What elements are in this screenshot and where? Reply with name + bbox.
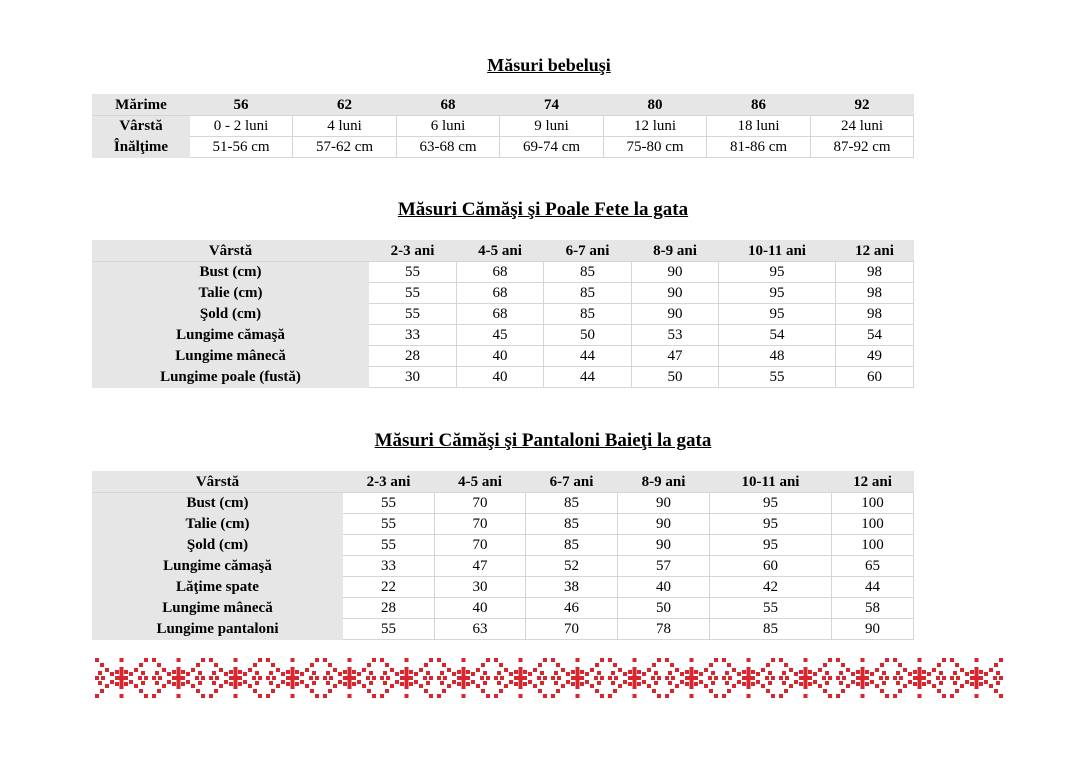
table-cell: 63	[435, 619, 526, 640]
table-cell: 90	[632, 304, 719, 325]
table-cell: 63-68 cm	[397, 137, 500, 158]
table-row	[93, 325, 914, 346]
table-cell: 22	[343, 577, 435, 598]
table-cell: 55	[369, 304, 457, 325]
embroidery-border-icon	[93, 656, 1005, 700]
row-label: Lungime cămaşă	[93, 556, 343, 577]
header-cell: 10-11 ani	[719, 241, 836, 262]
girls-sizes-title: Măsuri Cămăşi şi Poale Fete la gata	[397, 199, 689, 220]
table-cell: 54	[719, 325, 836, 346]
table-cell: 57	[618, 556, 710, 577]
table-cell: 6 luni	[397, 116, 500, 137]
table-cell: 45	[457, 325, 544, 346]
table-cell: 55	[369, 262, 457, 283]
table-cell: 81-86 cm	[707, 137, 811, 158]
table-cell: 70	[435, 535, 526, 556]
table-cell: 85	[544, 304, 632, 325]
table-cell: 85	[544, 283, 632, 304]
header-cell: 68	[397, 95, 500, 116]
table-cell: 58	[832, 598, 914, 619]
table-cell: 50	[632, 367, 719, 388]
table-cell: 53	[632, 325, 719, 346]
table-cell: 33	[343, 556, 435, 577]
table-row	[93, 346, 914, 367]
header-cell: 56	[190, 95, 293, 116]
table-row	[93, 619, 914, 640]
row-label: Vârstă	[93, 116, 190, 137]
table-cell: 78	[618, 619, 710, 640]
table-cell: 52	[526, 556, 618, 577]
table-cell: 0 - 2 luni	[190, 116, 293, 137]
table-cell: 95	[719, 283, 836, 304]
table-cell: 55	[343, 514, 435, 535]
header-cell: 2-3 ani	[369, 241, 457, 262]
table-cell: 57-62 cm	[293, 137, 397, 158]
table-cell: 55	[369, 283, 457, 304]
table-cell: 12 luni	[604, 116, 707, 137]
table-row	[93, 137, 914, 158]
table-row	[93, 493, 914, 514]
row-label: Lungime cămaşă	[93, 325, 369, 346]
table-cell: 60	[836, 367, 914, 388]
table-cell: 100	[832, 493, 914, 514]
table-cell: 85	[526, 493, 618, 514]
table-cell: 38	[526, 577, 618, 598]
table-cell: 85	[544, 262, 632, 283]
table-cell: 85	[526, 514, 618, 535]
table-cell: 100	[832, 514, 914, 535]
table-cell: 28	[369, 346, 457, 367]
table-cell: 30	[435, 577, 526, 598]
table-cell: 90	[618, 514, 710, 535]
row-label: Bust (cm)	[93, 493, 343, 514]
header-cell: 12 ani	[832, 472, 914, 493]
row-label: Şold (cm)	[93, 304, 369, 325]
girls-sizes-table	[92, 240, 914, 388]
table-cell: 48	[719, 346, 836, 367]
table-cell: 9 luni	[500, 116, 604, 137]
table-cell: 70	[526, 619, 618, 640]
table-cell: 51-56 cm	[190, 137, 293, 158]
table-cell: 44	[544, 367, 632, 388]
table-cell: 90	[618, 493, 710, 514]
baby-sizes-title: Măsuri bebeluşi	[487, 55, 611, 75]
table-cell: 95	[719, 262, 836, 283]
table-cell: 68	[457, 262, 544, 283]
table-cell: 40	[435, 598, 526, 619]
boys-sizes-table	[92, 471, 914, 640]
table-cell: 55	[343, 619, 435, 640]
row-label: Lăţime spate	[93, 577, 343, 598]
table-cell: 24 luni	[811, 116, 914, 137]
table-cell: 50	[544, 325, 632, 346]
table-cell: 47	[435, 556, 526, 577]
table-header-row	[93, 472, 914, 493]
table-cell: 85	[710, 619, 832, 640]
header-cell: 2-3 ani	[343, 472, 435, 493]
table-cell: 87-92 cm	[811, 137, 914, 158]
table-cell: 44	[832, 577, 914, 598]
table-cell: 54	[836, 325, 914, 346]
table-cell: 65	[832, 556, 914, 577]
table-row	[93, 514, 914, 535]
table-cell: 55	[343, 493, 435, 514]
table-row	[93, 556, 914, 577]
table-cell: 90	[618, 535, 710, 556]
baby-sizes-table	[92, 94, 914, 158]
header-cell: 62	[293, 95, 397, 116]
table-cell: 100	[832, 535, 914, 556]
row-label: Şold (cm)	[93, 535, 343, 556]
row-label: Lungime mânecă	[93, 346, 369, 367]
table-row	[93, 367, 914, 388]
table-cell: 33	[369, 325, 457, 346]
header-cell: 8-9 ani	[632, 241, 719, 262]
header-cell: Vârstă	[93, 472, 343, 493]
table-cell: 90	[632, 262, 719, 283]
table-cell: 44	[544, 346, 632, 367]
header-cell: 4-5 ani	[457, 241, 544, 262]
table-row	[93, 283, 914, 304]
row-label: Bust (cm)	[93, 262, 369, 283]
table-cell: 95	[719, 304, 836, 325]
table-cell: 55	[710, 598, 832, 619]
header-cell: Vârstă	[93, 241, 369, 262]
row-label: Lungime poale (fustă)	[93, 367, 369, 388]
header-cell: 4-5 ani	[435, 472, 526, 493]
row-label: Înălţime	[93, 137, 190, 158]
table-row	[93, 304, 914, 325]
table-cell: 40	[457, 346, 544, 367]
table-cell: 95	[710, 514, 832, 535]
header-cell: 92	[811, 95, 914, 116]
table-header-row	[93, 241, 914, 262]
table-cell: 98	[836, 262, 914, 283]
table-cell: 68	[457, 304, 544, 325]
header-cell: 12 ani	[836, 241, 914, 262]
header-cell: 80	[604, 95, 707, 116]
table-cell: 47	[632, 346, 719, 367]
header-cell: 8-9 ani	[618, 472, 710, 493]
table-cell: 46	[526, 598, 618, 619]
table-cell: 50	[618, 598, 710, 619]
table-cell: 68	[457, 283, 544, 304]
table-cell: 98	[836, 304, 914, 325]
header-cell: 10-11 ani	[710, 472, 832, 493]
table-row	[93, 262, 914, 283]
header-cell: 74	[500, 95, 604, 116]
table-cell: 95	[710, 493, 832, 514]
table-row	[93, 598, 914, 619]
table-cell: 95	[710, 535, 832, 556]
table-cell: 30	[369, 367, 457, 388]
table-cell: 70	[435, 493, 526, 514]
table-cell: 85	[526, 535, 618, 556]
table-row	[93, 577, 914, 598]
table-cell: 4 luni	[293, 116, 397, 137]
table-header-row	[93, 95, 914, 116]
table-cell: 70	[435, 514, 526, 535]
table-cell: 42	[710, 577, 832, 598]
row-label: Lungime mânecă	[93, 598, 343, 619]
table-cell: 90	[632, 283, 719, 304]
table-cell: 49	[836, 346, 914, 367]
table-row	[93, 535, 914, 556]
table-cell: 69-74 cm	[500, 137, 604, 158]
table-cell: 40	[457, 367, 544, 388]
header-cell: 6-7 ani	[526, 472, 618, 493]
row-label: Lungime pantaloni	[93, 619, 343, 640]
boys-sizes-title: Măsuri Cămăşi şi Pantaloni Baieţi la gata	[374, 430, 712, 451]
table-cell: 55	[343, 535, 435, 556]
table-cell: 28	[343, 598, 435, 619]
table-cell: 98	[836, 283, 914, 304]
header-cell: 6-7 ani	[544, 241, 632, 262]
table-cell: 60	[710, 556, 832, 577]
row-label: Talie (cm)	[93, 283, 369, 304]
table-cell: 55	[719, 367, 836, 388]
table-cell: 75-80 cm	[604, 137, 707, 158]
row-label: Talie (cm)	[93, 514, 343, 535]
header-cell: Mărime	[93, 95, 190, 116]
table-row	[93, 116, 914, 137]
table-cell: 40	[618, 577, 710, 598]
table-cell: 90	[832, 619, 914, 640]
table-cell: 18 luni	[707, 116, 811, 137]
header-cell: 86	[707, 95, 811, 116]
